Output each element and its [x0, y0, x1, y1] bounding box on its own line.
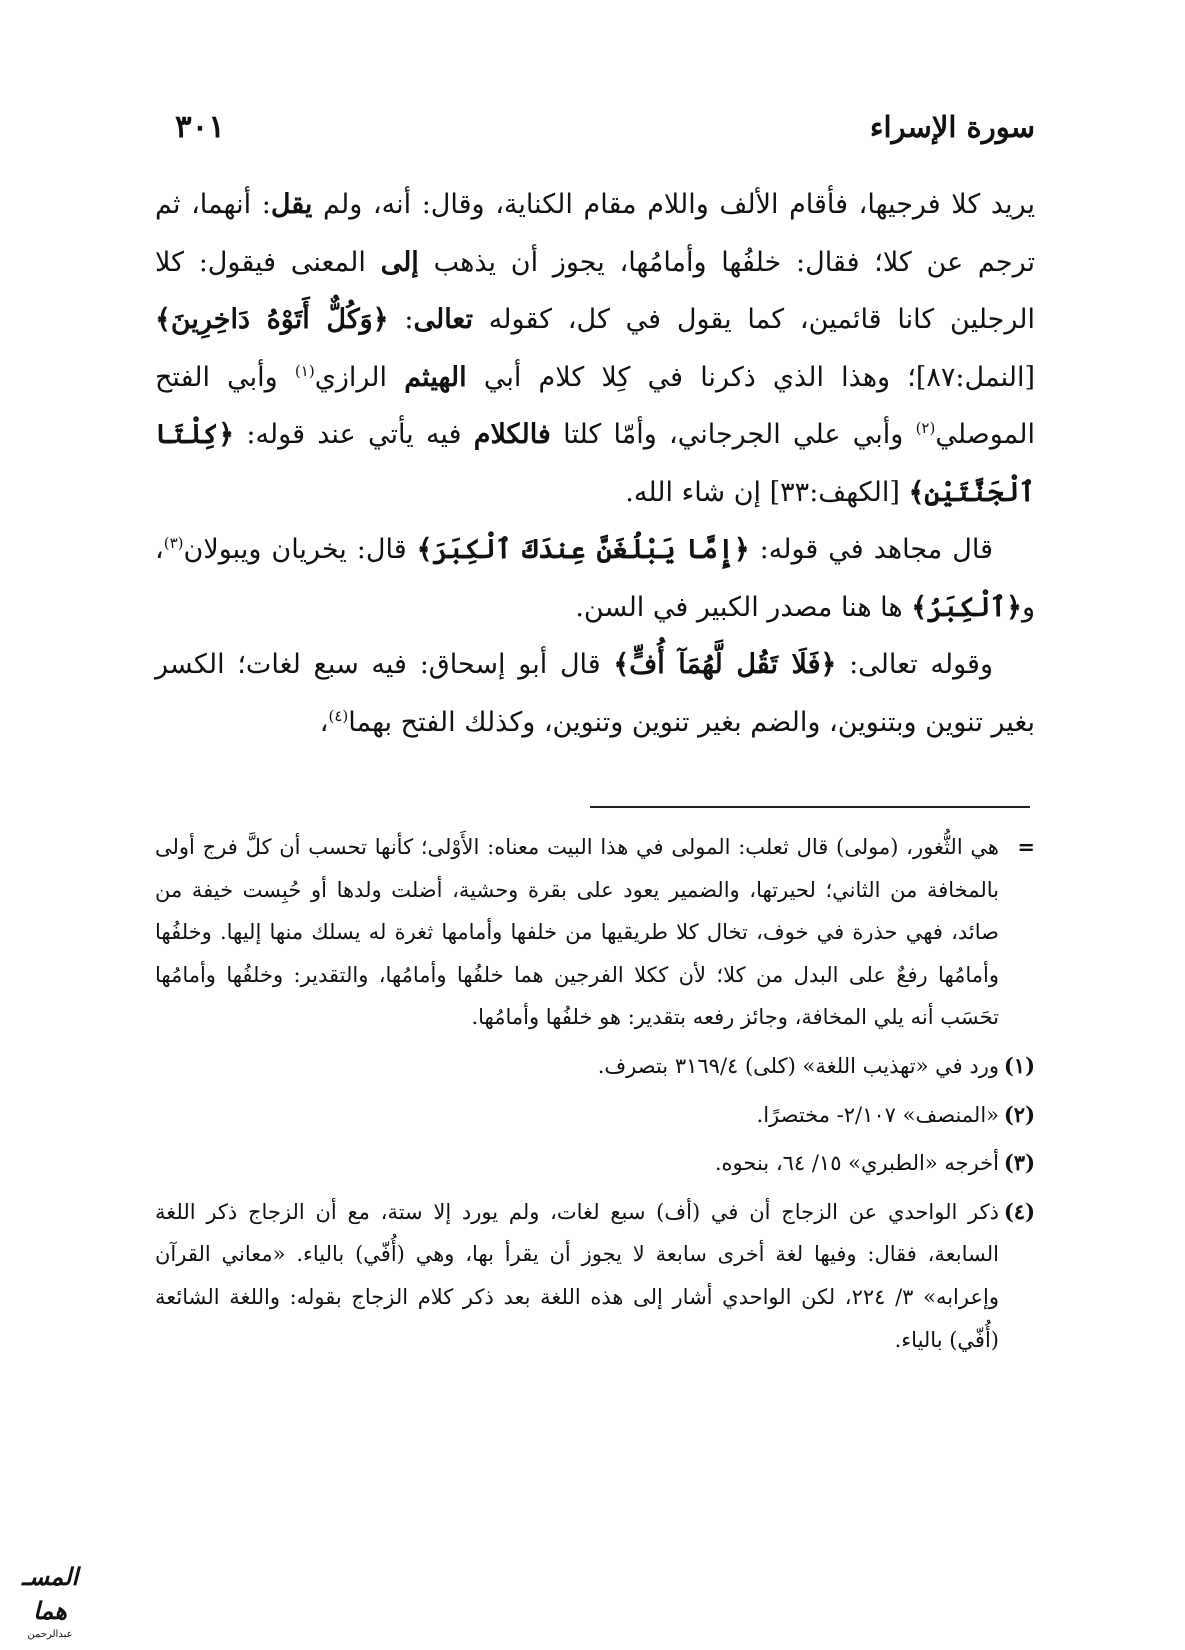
p3-text-b: قال أبو إسحاق: فيه سبع لغات؛ الكسر بغير تنوين وبتنوين، والضم بغير تنوين وتنوين، وكذلك الفتح بهما: [155, 649, 1035, 738]
p1-line-5c: وأبي علي الجرجاني، وأمّا كلتا: [563, 419, 916, 450]
footnote-continuation: [155, 826, 1035, 1039]
p1-line-6a: فيه يأتي عند قوله:: [234, 419, 474, 450]
stamp-sub-text: عبدالرحمن: [27, 1629, 73, 1640]
footnote-4-mark: (٤): [1003, 1198, 1035, 1224]
paragraph-1: [155, 176, 1035, 521]
p1-line-5b: وأبي الفتح الموصلي: [155, 361, 1035, 450]
p1-line-3: المعنى فيقول: كلا الرجلين كانا قائمين، كما يقول في كل، كقوله: [155, 246, 1035, 335]
p1-line-4b: [النمل:٨٧]؛ وهذا الذي ذكرنا في كِلا كلام أبي: [483, 361, 1035, 393]
p1-line-6b: [الكهف:٣٣] إن شاء الله.: [625, 476, 909, 508]
p1-bold-word-4: تعالى: [413, 304, 473, 335]
p1-line-5a: الرازي: [314, 361, 405, 393]
footnote-ref-1[interactable]: (١): [294, 361, 315, 380]
footnote-3-text: أخرجه «الطبري» ١٥/ ٦٤، بنحوه.: [714, 1151, 999, 1176]
quran-verse-3: ﴿إِمَّا يَبْلُغَنَّ عِندَكَ ٱلْكِبَرَ﴾: [416, 534, 750, 565]
p1-line-4a: :: [388, 304, 414, 335]
footnotes: [155, 826, 1035, 1361]
p2-text-b: قال: يخريان ويبولان: [183, 534, 417, 565]
surah-title: سورة الإسراء: [869, 110, 1035, 144]
footnote-separator: [590, 806, 1030, 808]
footnote-continuation-text: هي الثُّغور، (مولى) قال ثعلب: المولى في هذا البيت معناه: الأَوْلى؛ كأنها تحسب أن كلَّ فرج أولى بالمخافة من الثاني؛ لحيرتها، والضمير يعود على بقرة وحشية، أضلت ولدها أو حُبِست خيفة من صائد، فهي حذرة في خوف، تخال كلا طريقيها من خلفها وأمامها ثغرة له يسلك منها إليها. وخلفُها وأمامُها رفعٌ على البدل من كلا؛ لأن ككلا الفرجين هما خلفُها وأمامُها، والتقدير: وخلفُها وأمامُها تحَسَب أنه يلي المخافة، وجائز رفعه بتقدير: هو خلفُها وأمامُها.: [155, 835, 999, 1030]
footnote-ref-2[interactable]: (٢): [915, 419, 936, 437]
p2-text-a: قال مجاهد في قوله:: [749, 534, 993, 565]
footnote-3-mark: (٣): [1003, 1150, 1035, 1176]
p1-bold-word-3: إلى: [380, 246, 419, 278]
p3-text-a: وقوله تعالى:: [836, 649, 993, 680]
calligraphy-stamp: [4, 1560, 96, 1640]
footnote-ref-3[interactable]: (٣): [163, 534, 184, 552]
quran-verse-2: ﴿كِلْتَا ٱلْجَنَّتَيْنِ﴾: [155, 419, 1035, 508]
p1-bold-word-6: فالكلام: [473, 419, 551, 450]
footnote-3: [155, 1142, 1035, 1185]
footnote-4: [155, 1191, 1035, 1361]
footnote-ref-4[interactable]: (٤): [328, 706, 349, 725]
quran-verse-4: ﴿ٱلْكِبَرُ﴾: [911, 591, 1022, 623]
p1-line-2: : أنهما، ثم ترجم عن كلا؛ فقال: خلفُها وأمامُها، يجوز أن يذهب: [155, 189, 1035, 278]
page-number: ٣٠١: [175, 109, 225, 145]
p1-line-1: يريد كلا فرجيها، فأقام الألف واللام مقام الكناية، وقال: أنه، ولم: [323, 189, 1035, 220]
quran-verse-5: ﴿فَلَا تَقُل لَّهُمَآ أُفٍّ﴾: [613, 649, 837, 680]
p3-text-c: ،: [319, 706, 329, 738]
continuation-mark: =: [1017, 834, 1035, 859]
p1-bold-word-5: الهيثم: [404, 361, 467, 393]
footnote-1-text: ورد في «تهذيب اللغة» (كلى) ٣١٦٩/٤ بتصرف.: [597, 1053, 999, 1078]
footnote-1: [155, 1045, 1035, 1088]
p1-bold-word-2: يقل: [270, 189, 313, 220]
page-header: [175, 102, 1035, 152]
footnote-2-mark: (٢): [1003, 1101, 1035, 1127]
paragraph-2: [155, 521, 1035, 636]
main-text: [155, 176, 1035, 751]
paragraph-3: [155, 636, 1035, 751]
footnote-1-mark: (١): [1003, 1052, 1035, 1078]
p2-text-d: ها هنا مصدر الكبير في السن.: [575, 591, 912, 623]
footnote-2-text: «المنصف» ٢/١٠٧- مختصرًا.: [756, 1102, 999, 1127]
footnote-4-text: ذكر الواحدي عن الزجاج أن في (أف) سبع لغات، ولم يورد إلا ستة، مع أن الزجاج ذكر اللغة السابعة، فقال: وفيها لغة أخرى سابعة لا يجوز أن يقرأ بها، وهي (أُفّي) بالياء. «معاني القرآن وإعرابه» ٣/ ٢٢٤، لكن الواحدي أشار إلى هذه اللغة بعد ذكر كلام الزجاج بقوله: واللغة الشائعة (أُفّي) بالياء.: [155, 1199, 999, 1352]
p2-text-c: ، و: [155, 534, 1035, 623]
quran-verse-1: ﴿وَكُلٌّ أَتَوْهُ دَاخِرِينَ﴾: [155, 304, 389, 335]
stamp-main-text: المسـ هما: [21, 1562, 79, 1625]
footnote-2: [155, 1094, 1035, 1137]
